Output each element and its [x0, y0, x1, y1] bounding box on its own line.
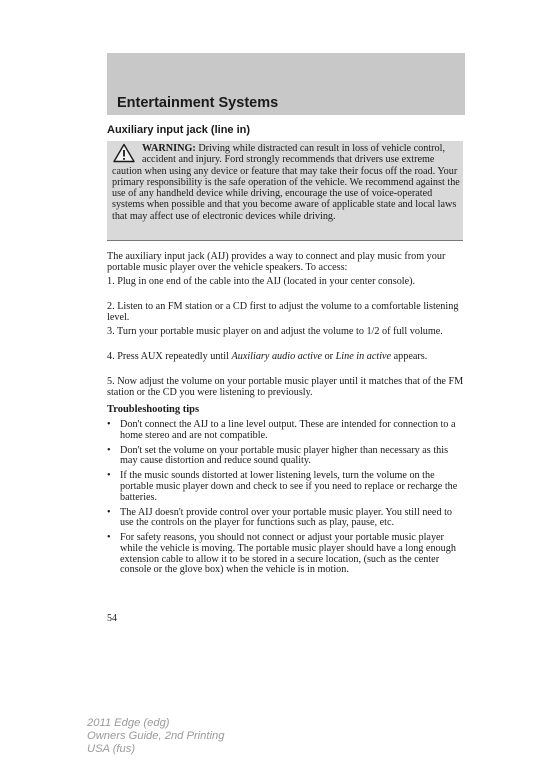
list-item: [107, 446, 465, 467]
footer: [87, 717, 224, 756]
bullet-icon: •: [107, 444, 111, 456]
footer-line: USA (fus): [87, 743, 136, 755]
warning-box: [107, 141, 463, 241]
warning-text: [112, 143, 462, 222]
step-1: 1. Plug in one end of the cable into the AIJ (located in your center console).: [107, 276, 416, 287]
list-item-text: Don't connect the AIJ to a line level output. These are intended for connection to a home stereo and are not compatible.: [120, 419, 456, 441]
bullet-icon: •: [107, 470, 111, 482]
step-5: 5. Now adjust the volume on your portable music player until it matches that of the FM station or the CD you were listening to previously.: [107, 376, 464, 398]
bullet-icon: •: [107, 419, 111, 430]
bullet-icon: •: [107, 506, 111, 518]
step-4-or: or: [322, 351, 336, 362]
bullet-icon: •: [107, 532, 111, 544]
footer-line: 2011 Edge (edg): [87, 717, 170, 729]
list-item: [107, 471, 465, 503]
list-item: [107, 533, 465, 575]
list-item-text: Don't set the volume on your portable music player higher than necessary as this may cause distortion and reduce sound quality.: [120, 444, 449, 467]
step-4: [107, 352, 465, 363]
step-3: 3. Turn your portable music player on and adjust the volume to 1/2 of full volume.: [107, 326, 443, 337]
page-number: 54: [107, 613, 117, 624]
troubleshooting-list: [107, 420, 465, 580]
step-4-text: 4. Press AUX repeatedly until: [107, 351, 232, 362]
list-item-text: The AIJ doesn't provide control over your portable music player. You still need to use the controls on the player for functions such as play, pause, etc.: [120, 506, 453, 529]
list-item-text: For safety reasons, you should not connect or adjust your portable music player while the vehicle is moving. The portable music player should have a long enough extension cable to allow it to be stored in a secure location, (such as the center console or the glove box) when the vehicle is in motion.: [120, 532, 456, 576]
troubleshooting-heading: Troubleshooting tips: [107, 404, 200, 415]
footer-line: Owners Guide, 2nd Printing: [87, 730, 225, 742]
list-item-text: If the music sounds distorted at lower listening levels, turn the volume on the portable music player down and check to see if you need to replace or recharge the batteries.: [120, 470, 458, 503]
warning-label: WARNING:: [142, 143, 196, 154]
warning-body: Driving while distracted can result in loss of vehicle control, accident and injury. Ford strongly recommends that drivers use extreme caution when using any device or feature that may take their focus off the road. Your primary responsibility is the safe operation of the vehicle. We recommend against the use of any handheld device while driving, encourage the use of voice-operated systems when possible and that you become aware of applicable state and local laws that may affect use of electronic devices while driving.: [112, 143, 460, 222]
step-4-end: appears.: [391, 351, 428, 362]
section-header-band: [107, 53, 465, 115]
section-heading: Auxiliary input jack (line in): [107, 124, 251, 136]
list-item: [107, 420, 465, 441]
step-4-display-message-1: Auxiliary audio active: [231, 351, 323, 362]
list-item: [107, 508, 465, 529]
intro-paragraph: The auxiliary input jack (AIJ) provides a way to connect and play music from your portable music player over the vehicle speakers. To access:: [107, 251, 446, 273]
step-2: 2. Listen to an FM station or a CD first to adjust the volume to a comfortable listening level.: [107, 301, 459, 323]
step-4-display-message-2: Line in active: [335, 351, 392, 362]
page-title: Entertainment Systems: [117, 95, 279, 111]
